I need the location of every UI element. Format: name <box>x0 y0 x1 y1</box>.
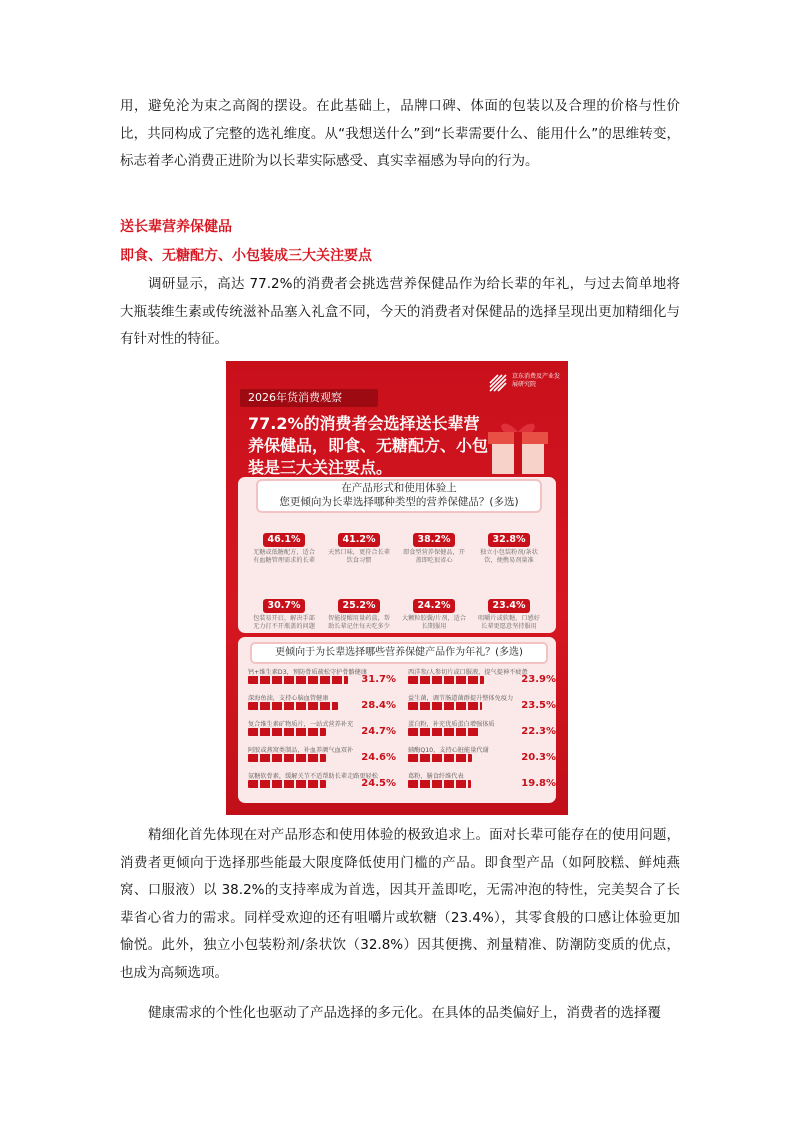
paragraph-4 <box>120 1000 680 1028</box>
infographic <box>226 361 568 815</box>
product-label: 深海鱼油，支持心脑血管健康 <box>248 695 329 702</box>
product-label: 阿胶或燕窝类制品，补血养颜气血双补 <box>248 747 354 754</box>
form-stat <box>398 527 470 565</box>
form-stat <box>323 527 395 565</box>
product-pct: 28.4% <box>361 700 396 711</box>
stat-desc: 咀嚼片或软糖，口感好长辈更愿意坚持服用 <box>478 615 540 630</box>
product-item <box>248 693 396 713</box>
form-stat <box>323 593 395 631</box>
stat-badge: 46.1% <box>263 533 306 547</box>
stat-desc: 包装易开启，解决手部无力打不开瓶盖的问题 <box>253 615 315 630</box>
product-pct: 31.7% <box>361 674 396 685</box>
product-item <box>248 771 396 791</box>
form-stat <box>248 593 320 631</box>
product-item <box>408 771 556 791</box>
product-bar <box>248 728 326 736</box>
infographic-headline: 77.2%的消费者会选择送长辈营养保健品，即食、无糖配方、小包装是三大关注要点。 <box>248 414 489 477</box>
paragraph-3 <box>120 822 680 987</box>
product-item <box>408 719 556 739</box>
infographic-tagline: 2026年货消费观察 <box>240 389 378 407</box>
product-pct: 23.9% <box>521 674 556 685</box>
intro-text: 用，避免沦为束之高阁的摆设。在此基础上，品牌口碑、体面的包装以及合理的价格与性价比，共同构成了完整的选礼维度。从“我想送什么”到“长辈需要什么、能用什么”的思维转变，标志着孝心消费正进阶为以长辈实际感受、真实幸福感为导向的行为。 <box>120 98 680 169</box>
product-label: 益生菌，调节肠道菌群提升整体免疫力 <box>408 695 514 702</box>
product-label: 葛粉，膳食纤维代表 <box>408 773 464 780</box>
product-label: 钙+维生素D3，预防骨质疏松守护骨骼健康 <box>248 669 368 676</box>
gift-box-icon <box>478 416 558 476</box>
stat-badge: 23.4% <box>488 599 531 613</box>
product-bar <box>408 676 484 684</box>
logo-text: 京东消费及产业发展研究院 <box>512 373 561 388</box>
stat-desc: 即食型营养保健品，开盖即吃很省心 <box>403 549 465 564</box>
form-stat <box>248 527 320 565</box>
product-pct: 24.6% <box>361 752 396 763</box>
product-bar <box>248 702 338 710</box>
paragraph-4-text: 健康需求的个性化也驱动了产品选择的多元化。在具体的品类偏好上，消费者的选择覆 <box>148 1005 661 1021</box>
product-pct: 23.5% <box>521 700 556 711</box>
product-label: 西洋参/人参切片或口服液，提气提神不疲惫 <box>408 669 528 676</box>
product-pct: 20.3% <box>521 752 556 763</box>
product-item <box>248 667 396 687</box>
product-item <box>408 693 556 713</box>
product-label: 蛋白粉，补充优质蛋白增强体质 <box>408 721 495 728</box>
stat-badge: 30.7% <box>263 599 306 613</box>
product-bar <box>408 702 482 710</box>
product-bar <box>248 780 326 788</box>
product-label: 复合维生素矿物质片，一站式营养补充 <box>248 721 354 728</box>
stat-badge: 32.8% <box>488 533 531 547</box>
product-item <box>248 719 396 739</box>
question-1 <box>256 479 542 513</box>
paragraph-3-text: 精细化首先体现在对产品形态和使用体验的极致追求上。面对长辈可能存在的使用问题，消费者更倾向于选择那些能最大限度降低使用门槛的产品。即食型产品（如阿胶糕、鲜炖燕窝、口服液）以 38.2%的支持率成为首选，因其开盖即吃，无需冲泡的特性，完美契合了长辈省心省力的需求。同样受欢迎的还有咀嚼片或软糖（23.4%），其零食般的口感让体验更加愉悦。此外，独立小包装粉剂/条状饮（32.8%）因其便携、剂量精准、防潮防变质的优点，也成为高频选项。 <box>120 827 680 981</box>
question-1-text: 在产品形式和使用体验上 您更倾向为长辈选择哪种类型的营养保健品？(多选) <box>279 482 519 508</box>
product-bar <box>248 676 348 684</box>
stat-desc: 大颗粒胶囊/片剂，适合长期服用 <box>402 615 466 630</box>
product-item <box>248 745 396 765</box>
product-item <box>408 667 556 687</box>
stat-desc: 天然口味，更符合长辈饮食习惯 <box>328 549 390 564</box>
product-pct: 19.8% <box>521 778 556 789</box>
product-pct: 24.5% <box>361 778 396 789</box>
product-pct: 24.7% <box>361 726 396 737</box>
product-bar <box>248 754 326 762</box>
sub-heading: 即食、无糖配方、小包装成三大关注要点 <box>120 248 372 264</box>
paragraph-2-text: 调研显示，高达 77.2%的消费者会挑选营养保健品作为给长辈的年礼，与过去简单地将大瓶装维生素或传统滋补品塞入礼盒不同，今天的消费者对保健品的选择呈现出更加精细化与有针对性的特征。 <box>120 276 680 347</box>
intro-paragraph <box>120 93 680 176</box>
stat-desc: 智能提醒用量药盒，帮助长辈记住每天吃多少 <box>328 615 390 630</box>
stat-badge: 25.2% <box>338 599 381 613</box>
form-stat <box>473 527 545 565</box>
stat-badge: 38.2% <box>413 533 456 547</box>
stat-badge: 41.2% <box>338 533 381 547</box>
section-heading: 送长辈营养保健品 <box>120 219 232 235</box>
product-bar <box>408 754 472 762</box>
stat-badge: 24.2% <box>413 599 456 613</box>
product-item <box>408 745 556 765</box>
product-label: 氨糖软骨素，缓解关节不适帮助长辈走路更轻松 <box>248 773 378 780</box>
product-bar <box>408 728 479 736</box>
research-institute-logo-icon <box>488 373 508 393</box>
product-bar <box>408 780 471 788</box>
product-pct: 22.3% <box>521 726 556 737</box>
product-label: 辅酶Q10，支持心脏能量代谢 <box>408 747 489 754</box>
stat-desc: 独立小包装粉剂/条状饮，便携易剂量准 <box>480 549 538 564</box>
question-2: 更倾向于为长辈选择哪些营养保健产品作为年礼？(多选) <box>250 642 548 664</box>
paragraph-2 <box>120 271 680 354</box>
form-stat <box>398 593 470 631</box>
form-stat <box>473 593 545 631</box>
stat-desc: 无糖或低糖配方，适合有血糖管理需求的长辈 <box>253 549 315 564</box>
